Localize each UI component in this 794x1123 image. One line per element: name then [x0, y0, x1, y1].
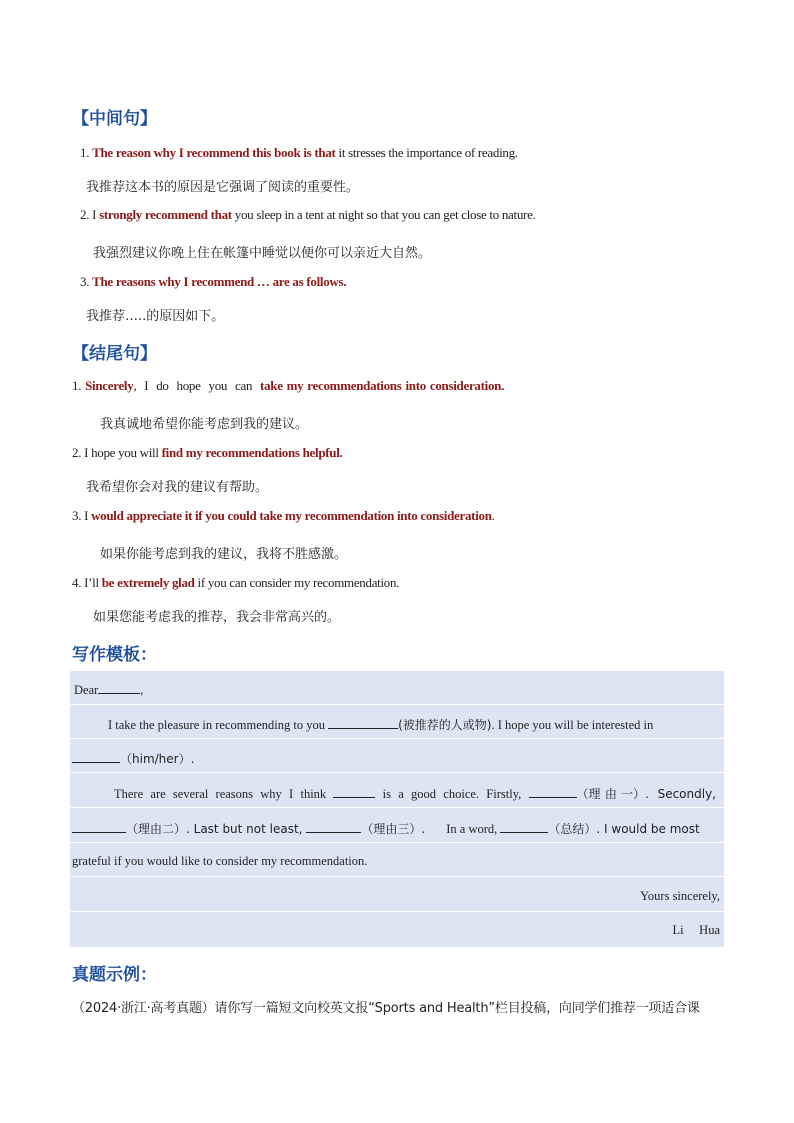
middle-sentence-1-translation: 我推荐这本书的原因是它强调了阅读的重要性。 [86, 180, 360, 195]
salutation-line: Dear , [74, 683, 144, 697]
blank-reason-3[interactable] [306, 820, 361, 833]
ending-sentence-4: 4. I’ll be extremely glad if you can consider my recommendation. [72, 575, 400, 590]
middle-sentences-heading: 【中间句】 [72, 109, 157, 129]
signature-line: Li Hua [672, 923, 720, 937]
ending-sentence-1: 1. Sincerely, I do hope you can take my recommendations into consideration. [72, 378, 505, 393]
ending-sentence-1-translation: 我真诚地希望你能考虑到我的建议。 [100, 417, 309, 432]
ending-sentence-3: 3. I would appreciate it if you could take my recommendation into consideration. [72, 508, 495, 523]
ending-sentence-3-translation: 如果你能考虑到我的建议，我将不胜感激。 [100, 547, 348, 562]
example-question-text: （2024·浙江·高考真题）请你写一篇短文向校英文报“Sports and Health”栏目投稿，向同学们推荐一项适合课 [72, 1001, 700, 1016]
blank-interest[interactable] [72, 750, 120, 763]
template-paragraph-1-line-1: I take the pleasure in recommending to you (被推荐的人或物). I hope you will be interested in [108, 718, 654, 732]
template-paragraph-2-line-2: （理由二）. Last but not least, （理由三）. In a word, （总结）. I would be most [72, 820, 700, 837]
blank-reason-1[interactable] [529, 785, 577, 798]
middle-sentence-2-translation: 我强烈建议你晚上住在帐篷中睡觉以便你可以亲近大自然。 [93, 246, 432, 261]
writing-template-heading: 写作模板： [72, 645, 157, 665]
blank-summary[interactable] [500, 820, 548, 833]
ending-sentence-4-translation: 如果您能考虑我的推荐，我会非常高兴的。 [93, 610, 341, 625]
blank-choice[interactable] [333, 785, 375, 798]
template-paragraph-2-line-3: grateful if you would like to consider my recommendation. [72, 854, 368, 868]
middle-sentence-3: 3. The reasons why I recommend … are as follows. [80, 274, 347, 289]
letter-template-box [70, 671, 724, 947]
blank-recommended-item[interactable] [328, 716, 398, 729]
template-paragraph-2-line-1: There are several reasons why I think is a good choice. Firstly, （理 由 一）. Secondly, [114, 787, 717, 801]
middle-sentence-1: 1. The reason why I recommend this book is that it stresses the importance of reading. [80, 145, 518, 160]
template-paragraph-1-line-2: （him/her）. [72, 750, 194, 767]
middle-sentence-3-translation: 我推荐…..的原因如下。 [86, 309, 225, 324]
ending-sentences-heading: 【结尾句】 [72, 344, 157, 364]
blank-recipient[interactable] [98, 681, 140, 694]
ending-sentence-2: 2. I hope you will find my recommendations helpful. [72, 445, 343, 460]
ending-sentence-2-translation: 我希望你会对我的建议有帮助。 [86, 480, 269, 495]
blank-reason-2[interactable] [72, 820, 126, 833]
closing-line: Yours sincerely, [640, 889, 720, 903]
example-heading: 真题示例： [72, 965, 157, 985]
middle-sentence-2: 2. I strongly recommend that you sleep in a tent at night so that you can get close to nature. [80, 207, 536, 222]
